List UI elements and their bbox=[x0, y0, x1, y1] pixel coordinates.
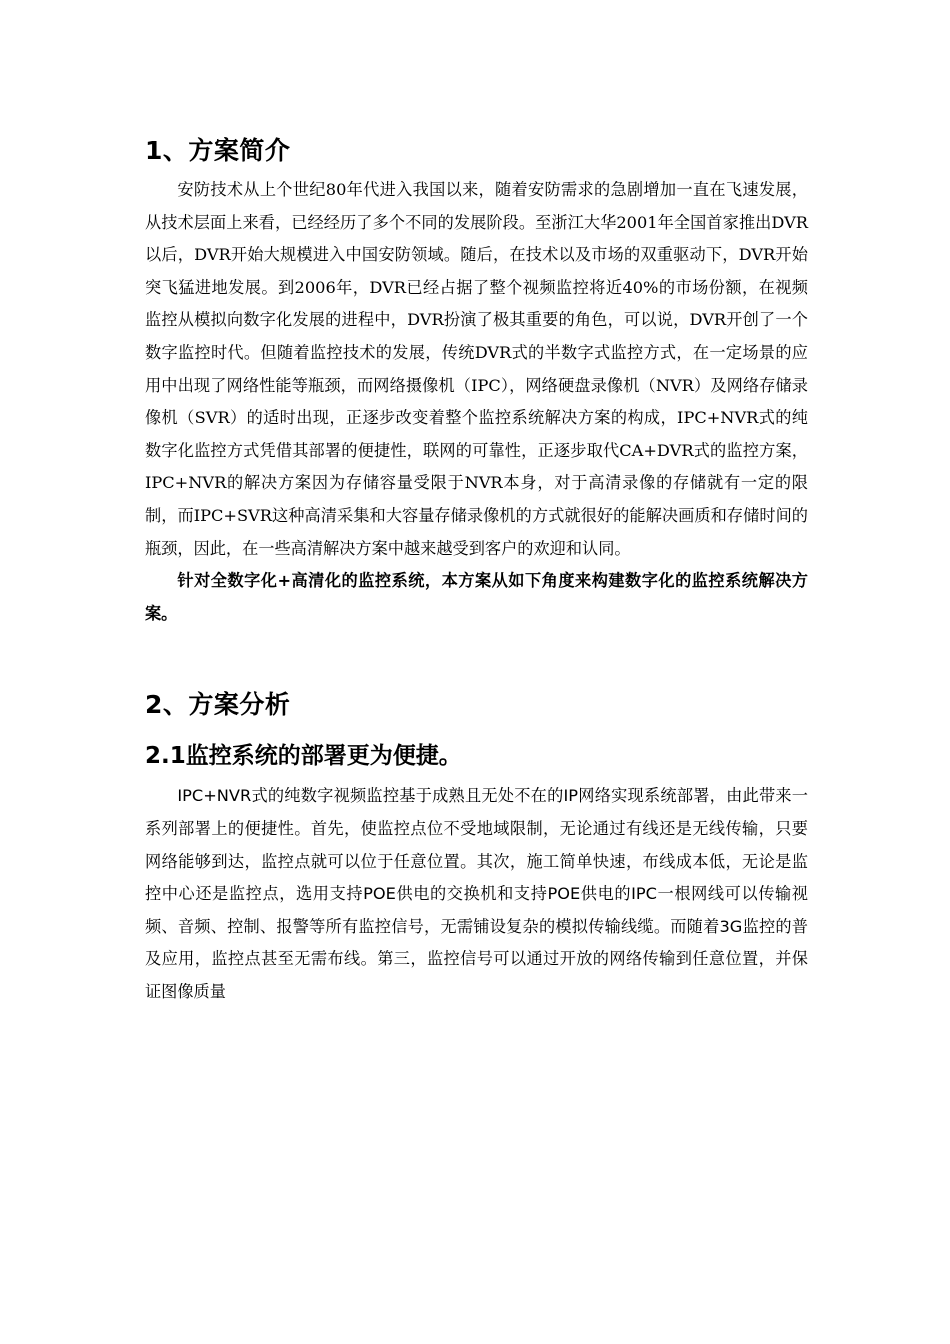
section-1-heading: 1、方案简介 bbox=[145, 136, 291, 165]
document-body bbox=[145, 128, 808, 1008]
section-2-1-heading: 2.1监控系统的部署更为便捷。 bbox=[145, 743, 462, 770]
section-2-1-paragraph: IPC+NVR式的纯数字视频监控基于成熟且无处不在的IP网络实现系统部署，由此带来一系列部署上的便捷性。首先，使监控点位不受地域限制，无论通过有线还是无线传输，只要网络能够到达，监控点就可以位于任意位置。其次，施工简单快速，布线成本低，无论是监控中心还是监控点，选用支持POE供电的交换机和支持POE供电的IPC一根网线可以传输视频、音频、控制、报警等所有监控信号，无需铺设复杂的模拟传输线缆。而随着3G监控的普及应用，监控点甚至无需布线。第三，监控信号可以通过开放的网络传输到任意位置，并保证图像质量 bbox=[145, 786, 808, 1001]
section-1-summary-paragraph: 针对全数字化+高清化的监控系统，本方案从如下角度来构建数字化的监控系统解决方案。 bbox=[145, 571, 808, 623]
section-1-intro-paragraph: 安防技术从上个世纪80年代进入我国以来，随着安防需求的急剧增加一直在飞速发展，从技术层面上来看，已经经历了多个不同的发展阶段。至浙江大华2001年全国首家推出DVR以后，DVR开始大规模进入中国安防领域。随后，在技术以及市场的双重驱动下，DVR开始突飞猛进地发展。到2006年，DVR已经占据了整个视频监控将近40%的市场份额，在视频监控从模拟向数字化发展的进程中，DVR扮演了极其重要的角色，可以说，DVR开创了一个数字监控时代。但随着监控技术的发展，传统DVR式的半数字式监控方式，在一定场景的应用中出现了网络性能等瓶颈，而网络摄像机（IPC），网络硬盘录像机（NVR）及网络存储录像机（SVR）的适时出现，正逐步改变着整个监控系统解决方案的构成，IPC+NVR式的纯数字化监控方式凭借其部署的便捷性，联网的可靠性，正逐步取代CA+DVR式的监控方案，IPC+NVR的解决方案因为存储容量受限于NVR本身，对于高清录像的存储就有一定的限制，而IPC+SVR这种高清采集和大容量存储录像机的方式就很好的能解决画质和存储时间的瓶颈，因此，在一些高清解决方案中越来越受到客户的欢迎和认同。 bbox=[145, 180, 808, 558]
section-2-heading: 2、方案分析 bbox=[145, 690, 291, 720]
section-spacer bbox=[145, 630, 808, 682]
